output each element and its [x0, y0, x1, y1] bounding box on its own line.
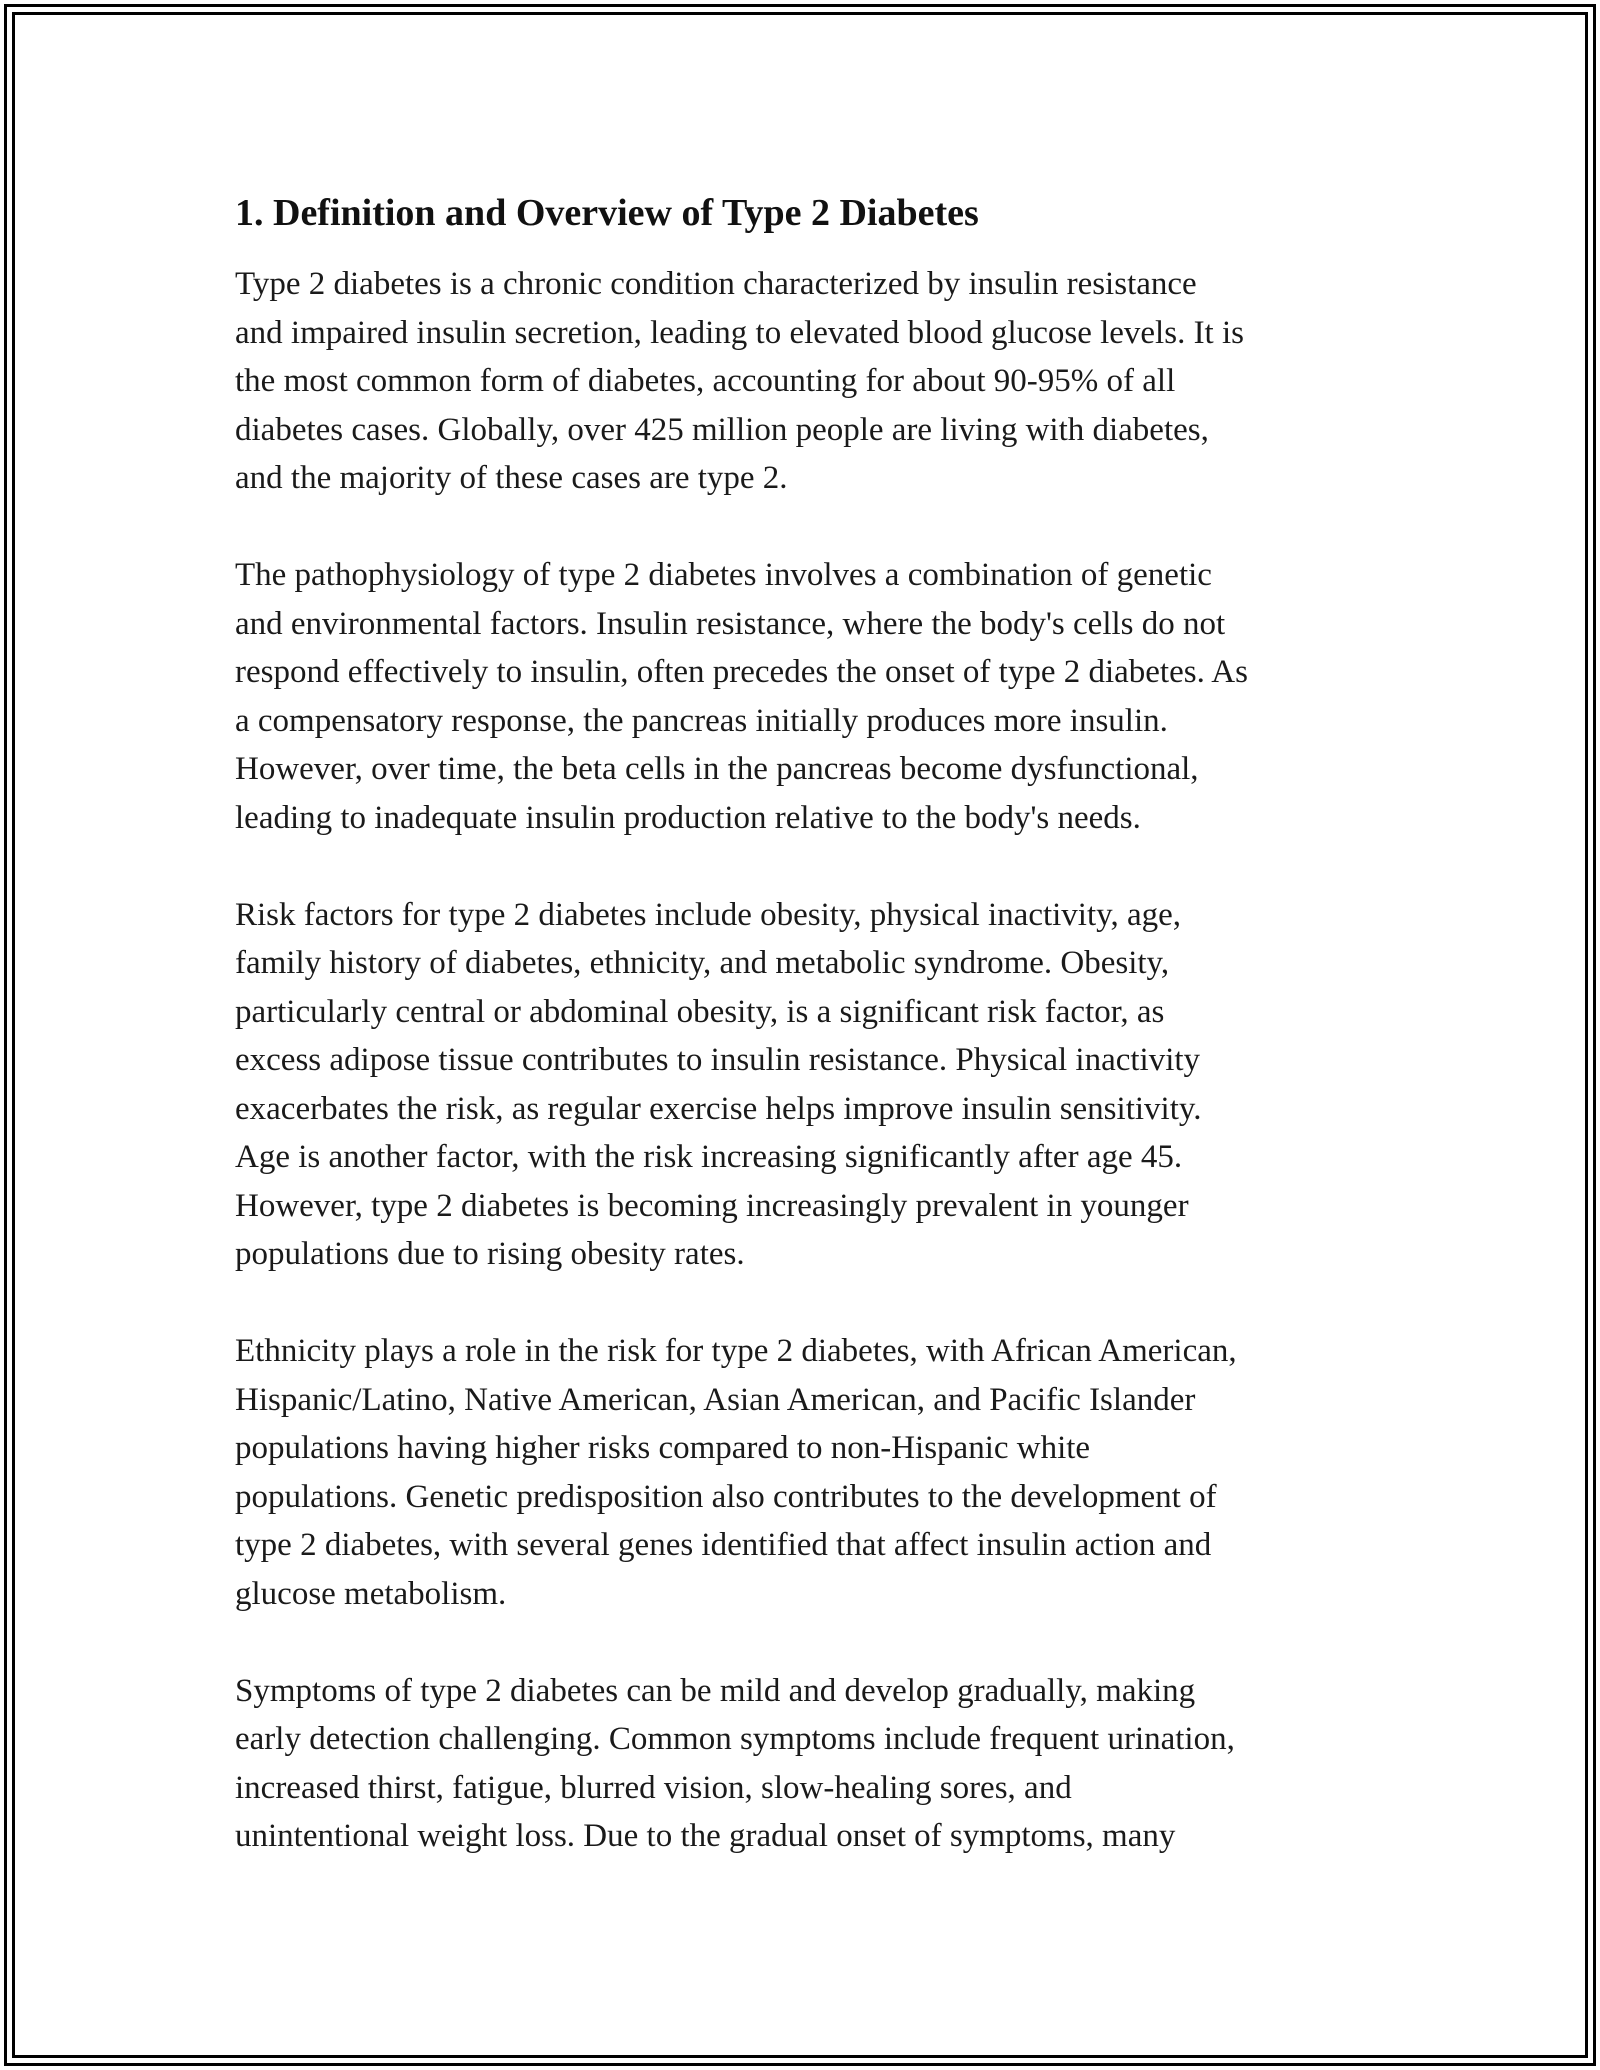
text-line: diabetes cases. Globally, over 425 million people are living with diabetes, [235, 411, 1209, 448]
paragraph-ethnicity [235, 1327, 1395, 1618]
text-line: Risk factors for type 2 diabetes include obesity, physical inactivity, age, [235, 896, 1182, 933]
text-line: Type 2 diabetes is a chronic condition characterized by insulin resistance [235, 266, 1197, 302]
text-line: leading to inadequate insulin production relative to the body's needs. [235, 799, 1141, 836]
text-line: populations. Genetic predisposition also contributes to the development of [235, 1478, 1217, 1515]
paragraph-risk-factors [235, 891, 1395, 1279]
document-body [235, 186, 1395, 1909]
text-line: particularly central or abdominal obesity, is a significant risk factor, as [235, 993, 1165, 1030]
text-line: respond effectively to insulin, often precedes the onset of type 2 diabetes. As [235, 654, 1248, 690]
text-line: and impaired insulin secretion, leading to elevated blood glucose levels. It is [235, 314, 1244, 351]
text-line: Symptoms of type 2 diabetes can be mild and develop gradually, making [235, 1672, 1196, 1709]
text-line: a compensatory response, the pancreas initially produces more insulin. [235, 702, 1168, 739]
text-line: Ethnicity plays a role in the risk for type 2 diabetes, with African American, [235, 1333, 1237, 1369]
text-line: type 2 diabetes, with several genes identified that affect insulin action and [235, 1527, 1212, 1563]
text-line: The pathophysiology of type 2 diabetes involves a combination of genetic [235, 557, 1212, 593]
text-line: Age is another factor, with the risk increasing significantly after age 45. [235, 1139, 1183, 1175]
paragraph-definition [235, 260, 1395, 503]
text-line: exacerbates the risk, as regular exercise helps improve insulin sensitivity. [235, 1090, 1202, 1127]
paragraph-symptoms [235, 1667, 1395, 1861]
paragraph-pathophysiology [235, 551, 1395, 842]
text-line: early detection challenging. Common symptoms include frequent urination, [235, 1721, 1235, 1757]
text-line: family history of diabetes, ethnicity, and metabolic syndrome. Obesity, [235, 945, 1170, 981]
text-line: populations having higher risks compared to non-Hispanic white [235, 1430, 1091, 1466]
text-line: and environmental factors. Insulin resistance, where the body's cells do not [235, 605, 1226, 642]
text-line: However, type 2 diabetes is becoming increasingly prevalent in younger [235, 1187, 1189, 1224]
section-heading: 1. Definition and Overview of Type 2 Diabetes [235, 192, 979, 234]
text-line: excess adipose tissue contributes to insulin resistance. Physical inactivity [235, 1042, 1201, 1078]
text-line: and the majority of these cases are type 2. [235, 460, 788, 496]
text-line: populations due to rising obesity rates. [235, 1236, 745, 1272]
text-line: However, over time, the beta cells in the pancreas become dysfunctional, [235, 751, 1199, 787]
text-line: increased thirst, fatigue, blurred vision, slow-healing sores, and [235, 1769, 1072, 1806]
text-line: glucose metabolism. [235, 1575, 507, 1612]
text-line: the most common form of diabetes, accounting for about 90-95% of all [235, 363, 1176, 399]
text-line: Hispanic/Latino, Native American, Asian American, and Pacific Islander [235, 1381, 1196, 1418]
text-line: unintentional weight loss. Due to the gradual onset of symptoms, many [235, 1818, 1176, 1854]
